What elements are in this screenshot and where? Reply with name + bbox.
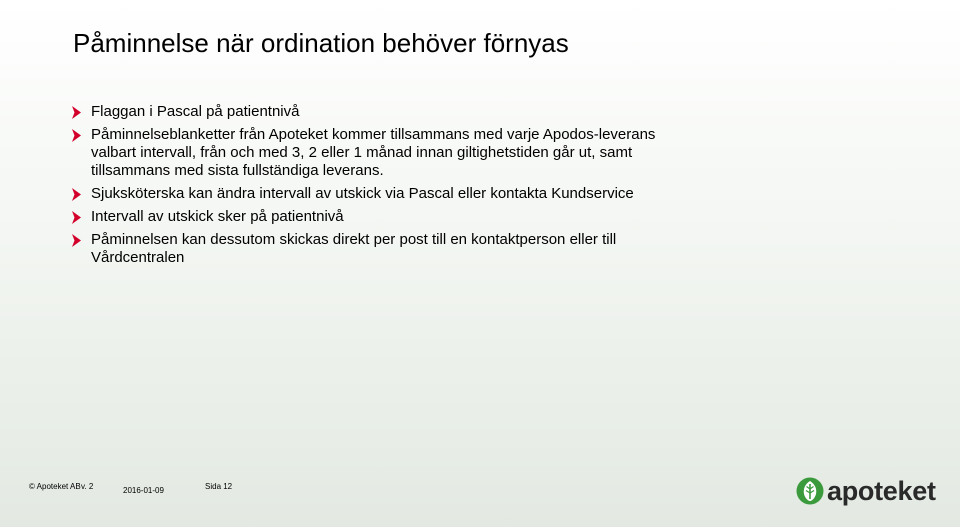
red-chevron-bullet-icon (72, 234, 81, 247)
bullet-text: Sjuksköterska kan ändra intervall av utskick via Pascal eller kontakta Kundservice (91, 185, 634, 202)
bullet-text: Intervall av utskick sker på patientnivå (91, 208, 344, 225)
red-chevron-bullet-icon (72, 188, 81, 201)
apoteket-leaf-icon (796, 477, 824, 505)
red-chevron-bullet-icon (72, 211, 81, 224)
bullet-text: Påminnelsen kan dessutom skickas direkt per post till en kontaktperson eller till Vårdcentralen (91, 231, 617, 266)
bullet-item (72, 208, 712, 226)
footer-date: 2016-01-09 (123, 486, 164, 495)
footer-page-number: Sida 12 (205, 482, 233, 491)
footer-version: v. 2 (81, 482, 94, 491)
apoteket-logo (796, 476, 936, 506)
bullet-item (72, 231, 712, 267)
bullet-item (72, 126, 712, 180)
bullet-text: Flaggan i Pascal på patientnivå (91, 103, 300, 120)
bullet-item (72, 185, 712, 203)
bullet-list (72, 103, 712, 272)
bullet-text: Påminnelseblanketter från Apoteket kommer tillsammans med varje Apodos-leverans valbart intervall, från och med 3, 2 eller 1 månad innan giltighetstiden går ut, samt tillsammans med sista fullständiga leverans. (91, 126, 656, 179)
red-chevron-bullet-icon (72, 106, 81, 119)
logo-wordmark: apoteket (827, 476, 936, 506)
slide-title: Påminnelse när ordination behöver förnyas (73, 28, 569, 58)
red-chevron-bullet-icon (72, 129, 81, 142)
footer-copyright: © Apoteket AB (29, 482, 81, 491)
bullet-item (72, 103, 712, 121)
